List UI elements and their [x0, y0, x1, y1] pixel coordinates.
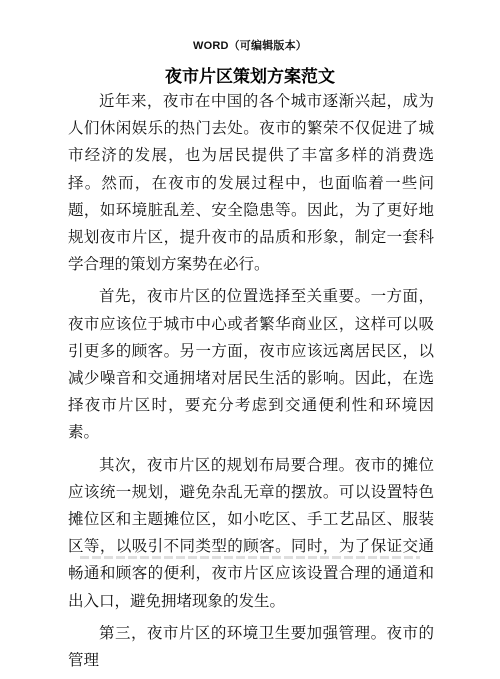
paragraph: 近年来，夜市在中国的各个城市逐渐兴起，成为人们休闲娱乐的热门去处。夜市的繁荣不仅促进了城市经济的发展，也为居民提供了丰富多样的消费选择。然而，在夜市的发展过程中，也面临着一些问题，如环境脏乱差、安全隐患等。因此，为了更好地规划夜市片区，提升夜市的品质和形象，制定一套科学合理的策划方案势在必行。	[68, 92, 434, 274]
document-body	[68, 88, 434, 679]
paragraph: 第三，夜市片区的环境卫生要加强管理。夜市的管理	[68, 623, 434, 670]
paragraph: 首先，夜市片区的位置选择至关重要。一方面，夜市应该位于城市中心或者繁华商业区，这样可以吸引更多的顾客。另一方面，夜市应该远离居民区，以减少噪音和交通拥堵对居民生活的影响。因此，在选择夜市片区时，要充分考虑到交通便利性和环境因素。	[68, 287, 434, 442]
footer-watermark-strip	[80, 556, 420, 559]
paragraph: 其次，夜市片区的规划布局要合理。夜市的摊位应该统一规划，避免杂乱无章的摆放。可以设置特色摊位区和主题摊位区，如小吃区、手工艺品区、服装区等，以吸引不同类型的顾客。同时，为了保证交通畅通和顾客的便利，夜市片区应该设置合理的通道和出入口，避免拥堵现象的发生。	[68, 455, 434, 610]
document-title: 夜市片区策划方案范文	[165, 67, 335, 87]
document-header-label: WORD（可编辑版本）	[192, 40, 308, 52]
